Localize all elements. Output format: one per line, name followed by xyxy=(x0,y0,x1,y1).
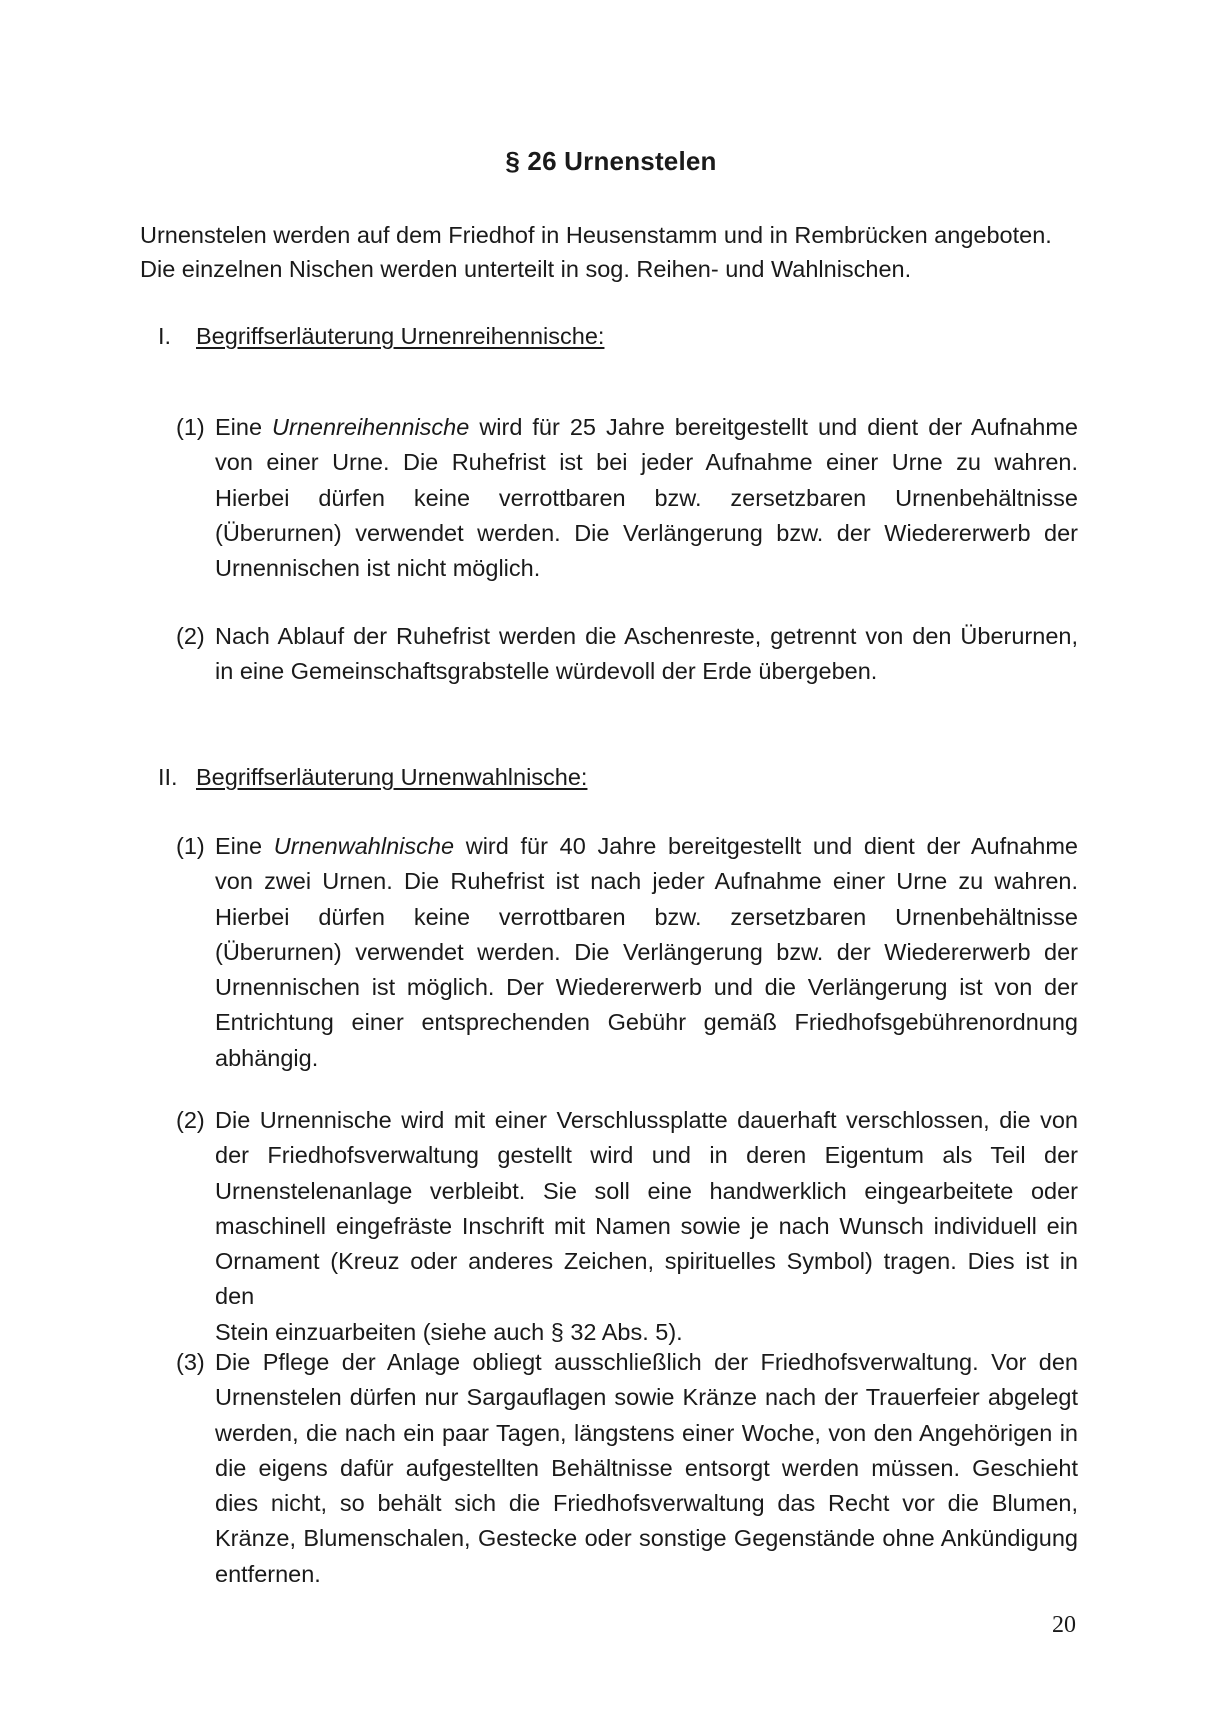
page-title: § 26 Urnenstelen xyxy=(505,146,717,176)
intro-line: Urnenstelen werden auf dem Friedhof in Heusenstamm und in Rembrücken angeboten. xyxy=(140,222,1052,248)
paragraph-line: Ornament (Kreuz oder anderes Zeichen, spirituelles Symbol) tragen. Dies ist in den xyxy=(215,1248,1078,1310)
section-title: Begriffserläuterung Urnenreihennische: xyxy=(196,323,605,349)
defined-term: Urnenreihennische xyxy=(272,414,470,440)
paragraph-body xyxy=(215,829,1078,1076)
paragraph-line: maschinell eingefräste Inschrift mit Namen sowie je nach Wunsch individuell ein xyxy=(215,1212,1078,1239)
paragraph-line: werden, die nach ein paar Tagen, längstens einer Woche, von den Angehörigen in xyxy=(215,1419,1078,1446)
section-number: I. xyxy=(158,323,172,349)
paragraph-1-1 xyxy=(176,410,1078,586)
paragraph-line: Urnenstelen dürfen nur Sargauflagen sowie Kränze nach der Trauerfeier abgelegt xyxy=(215,1384,1078,1411)
section-title: Begriffserläuterung Urnenwahlnische: xyxy=(196,764,588,790)
paragraph-line: von einer Urne. Die Ruhefrist ist bei jeder Aufnahme einer Urne zu wahren. xyxy=(215,449,1078,476)
paragraph-line: Die Urnennische wird mit einer Verschlussplatte dauerhaft verschlossen, die von xyxy=(215,1107,1078,1133)
paragraph-line: in eine Gemeinschaftsgrabstelle würdevoll der Erde übergeben. xyxy=(215,658,878,685)
paragraph-body xyxy=(215,1103,1078,1350)
paragraph-line: die eigens dafür aufgestellten Behältnisse entsorgt werden müssen. Geschieht xyxy=(215,1454,1078,1481)
paragraph-body xyxy=(215,619,1078,690)
paragraph-line: (Überurnen) verwendet werden. Die Verlängerung bzw. der Wiedererwerb der xyxy=(215,938,1078,965)
paragraph-2-3 xyxy=(176,1345,1078,1592)
paragraph-line: Urnennischen ist möglich. Der Wiedererwerb und die Verlängerung ist von der xyxy=(215,974,1078,1001)
paragraph-line: von zwei Urnen. Die Ruhefrist ist nach jeder Aufnahme einer Urne zu wahren. xyxy=(215,868,1078,895)
paragraph-line: Die Pflege der Anlage obliegt ausschließlich der Friedhofsverwaltung. Vor den xyxy=(215,1349,1078,1375)
paragraph-line: Hierbei dürfen keine verrottbaren bzw. zersetzbaren Urnenbehältnisse xyxy=(215,484,1078,511)
paragraph-2-2 xyxy=(176,1103,1078,1350)
paragraph-number: (3) xyxy=(176,1349,205,1375)
paragraph-number: (1) xyxy=(176,414,205,440)
paragraph-number: (1) xyxy=(176,833,205,859)
paragraph-line: Eine Urnenreihennische wird für 25 Jahre bereitgestellt und dient der Aufnahme xyxy=(215,414,1078,440)
paragraph-body xyxy=(215,410,1078,586)
page-number: 20 xyxy=(1052,1612,1076,1638)
intro-text xyxy=(140,218,1080,286)
paragraph-number: (2) xyxy=(176,1107,205,1133)
paragraph-line: Urnenstelenanlage verbleibt. Sie soll eine handwerklich eingearbeitete oder xyxy=(215,1177,1078,1204)
paragraph-line: (Überurnen) verwendet werden. Die Verlängerung bzw. der Wiedererwerb der xyxy=(215,519,1078,546)
paragraph-line: abhängig. xyxy=(215,1044,319,1071)
paragraph-line: dies nicht, so behält sich die Friedhofsverwaltung das Recht vor die Blumen, xyxy=(215,1490,1078,1517)
paragraph-line: Nach Ablauf der Ruhefrist werden die Aschenreste, getrennt von den Überurnen, xyxy=(215,623,1078,649)
paragraph-1-2 xyxy=(176,619,1078,690)
paragraph-line: Stein einzuarbeiten (siehe auch § 32 Abs. 5). xyxy=(215,1318,683,1345)
section-heading-1 xyxy=(158,319,604,353)
paragraph-line: der Friedhofsverwaltung gestellt wird und in deren Eigentum als Teil der xyxy=(215,1142,1078,1169)
paragraph-number: (2) xyxy=(176,623,205,649)
defined-term: Urnenwahlnische xyxy=(273,833,455,859)
section-heading-2 xyxy=(158,760,587,794)
paragraph-2-1 xyxy=(176,829,1078,1076)
paragraph-line: Hierbei dürfen keine verrottbaren bzw. zersetzbaren Urnenbehältnisse xyxy=(215,903,1078,930)
paragraph-line: Kränze, Blumenschalen, Gestecke oder sonstige Gegenstände ohne Ankündigung xyxy=(215,1525,1078,1552)
paragraph-line: Entrichtung einer entsprechenden Gebühr gemäß Friedhofsgebührenordnung xyxy=(215,1009,1078,1036)
paragraph-line: Urnennischen ist nicht möglich. xyxy=(215,555,541,582)
paragraph-body xyxy=(215,1345,1078,1592)
paragraph-line: Eine Urnenwahlnische wird für 40 Jahre bereitgestellt und dient der Aufnahme xyxy=(215,833,1078,859)
intro-line: Die einzelnen Nischen werden unterteilt in sog. Reihen- und Wahlnischen. xyxy=(140,256,912,282)
paragraph-line: entfernen. xyxy=(215,1560,321,1587)
section-number: II. xyxy=(158,764,178,790)
